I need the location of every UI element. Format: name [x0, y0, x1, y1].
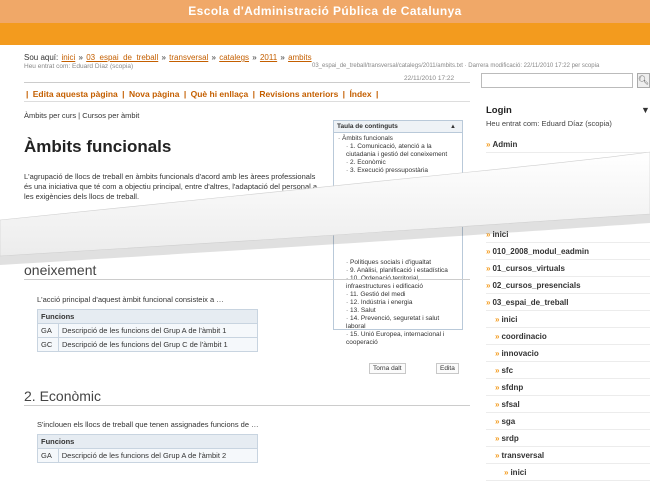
sidebar-item[interactable]: » sfc: [486, 362, 650, 379]
table-cell-code: GA: [38, 449, 59, 463]
revisions-link[interactable]: Revisions anteriors: [259, 89, 339, 99]
divider: [24, 82, 470, 83]
sidebar-item[interactable]: » coordinacio: [486, 328, 650, 345]
toc-item[interactable]: · 12. Indústria i energia: [346, 299, 413, 306]
sidebar-item[interactable]: » inici: [486, 226, 650, 243]
sidebar-item[interactable]: » transversal: [486, 447, 650, 464]
functions-table: [37, 434, 258, 463]
chevron-right-icon: »: [504, 467, 509, 477]
toc-header[interactable]: [334, 121, 462, 133]
table-cell-code: GC: [38, 338, 59, 352]
chevron-right-icon: »: [495, 416, 500, 426]
table-header: Funcions: [38, 310, 258, 324]
sidebar-item-admin[interactable]: » Admin: [486, 136, 650, 153]
section-2-text: S'inclouen els llocs de treball que tenen assignades funcions de …: [37, 420, 259, 429]
sidebar-item[interactable]: » inici: [486, 464, 650, 481]
breadcrumb-item[interactable]: inici: [61, 53, 76, 62]
search-button[interactable]: [637, 73, 650, 88]
page-path-info: 03_espai_de_treball/transversal/catalegs/2011/ambits.txt · Darrera modificació: 22/11/2010 17:22 per scopia: [312, 63, 600, 69]
edit-section-button[interactable]: Edita: [436, 363, 459, 374]
section-2-title: 2. Econòmic: [24, 388, 102, 404]
intro-text: L'agrupació de llocs de treball en àmbits funcionals d'acord amb les àrees professionals és una iniciativa que té com a objectiu principal, entre d'altres, l'adaptació del personal a les exigències dels llocs de treball.: [24, 172, 318, 201]
table-cell-code: GA: [38, 324, 59, 338]
new-page-link[interactable]: Nova pàgina: [128, 89, 180, 99]
sidebar-item[interactable]: » 01_cursos_virtuals: [486, 260, 650, 277]
chevron-right-icon: »: [486, 139, 491, 149]
toc-item[interactable]: · 13. Salut: [346, 307, 376, 314]
index-link[interactable]: Índex: [349, 89, 372, 99]
sidebar-item[interactable]: » sfdnp: [486, 379, 650, 396]
toc-list-bottom: [334, 257, 462, 349]
functions-table: [37, 309, 258, 352]
collapse-icon[interactable]: ▲: [450, 124, 456, 130]
toc-item[interactable]: · 1. Comunicació, atenció a la ciutadania i gestió del coneixement: [346, 143, 448, 158]
breadcrumb-item[interactable]: 2011: [259, 53, 278, 62]
toc-item[interactable]: · 15. Unió Europea, internacional i cooperació: [346, 331, 445, 346]
section-1-text: L'acció principal d'aquest àmbit funcional consisteix a …: [37, 295, 224, 304]
chevron-right-icon: »: [495, 399, 500, 409]
page-title: Àmbits funcionals: [24, 137, 172, 156]
chevron-right-icon: »: [495, 314, 500, 324]
divider: [24, 405, 470, 406]
divider: [24, 101, 470, 102]
sidebar-item[interactable]: » srdp: [486, 430, 650, 447]
edit-page-link[interactable]: Edita aquesta pàgina: [32, 89, 118, 99]
toc-item[interactable]: · 14. Prevenció, seguretat i salut laboral: [346, 315, 440, 330]
breadcrumb-item[interactable]: catalegs: [219, 53, 250, 62]
login-user: Heu entrat com: Eduard Díaz (scopia): [486, 119, 612, 128]
toc-item[interactable]: · 10. Ordenació territorial, infraestructures i edificació: [346, 275, 423, 290]
torn-paper-overlay: [0, 150, 650, 270]
divider: [24, 279, 470, 280]
table-cell-desc: Descripció de les funcions del Grup A de l'àmbit 1: [59, 324, 258, 338]
breadcrumb-sep: »: [280, 53, 285, 62]
site-header: [0, 0, 650, 23]
entered-as: Heu entrat com: Eduard Díaz (scopia): [24, 63, 134, 70]
table-cell-desc: Descripció de les funcions del Grup C de l'àmbit 1: [59, 338, 258, 352]
chevron-right-icon: »: [486, 263, 491, 273]
chevron-right-icon: »: [495, 348, 500, 358]
sidebar-item[interactable]: » innovacio: [486, 345, 650, 362]
chevron-right-icon: »: [486, 280, 491, 290]
sub-navigation[interactable]: Àmbits per curs | Cursos per àmbit: [24, 111, 140, 120]
breadcrumb-prefix: Sou aquí:: [24, 53, 59, 62]
breadcrumb-item[interactable]: transversal: [169, 53, 209, 62]
chevron-right-icon: »: [486, 229, 491, 239]
table-cell-desc: Descripció de les funcions del Grup A de l'àmbit 2: [58, 449, 257, 463]
search-icon: 🔍︎: [637, 75, 650, 85]
login-title: Login: [486, 105, 512, 116]
sidebar-item[interactable]: » 02_cursos_presencials: [486, 277, 650, 294]
breadcrumb-sep: »: [78, 53, 83, 62]
table-row: [38, 338, 258, 352]
header-band: [0, 23, 650, 45]
chevron-right-icon: »: [495, 331, 500, 341]
breadcrumb-sep: »: [161, 53, 166, 62]
chevron-right-icon: »: [495, 433, 500, 443]
sidebar-item[interactable]: » 03_espai_de_treball: [486, 294, 650, 311]
chevron-right-icon: »: [495, 450, 500, 460]
section-1-title: oneixement: [24, 262, 97, 278]
page-actions: | Edita aquesta pàgina | Nova pàgina | Què hi enllaça | Revisions anteriors | Índex |: [26, 89, 379, 99]
chevron-down-icon[interactable]: ▼: [641, 105, 650, 115]
breadcrumb-item[interactable]: 03_espai_de_treball: [86, 53, 159, 62]
backlinks-link[interactable]: Què hi enllaça: [190, 89, 249, 99]
table-row: [38, 449, 258, 463]
toc-item[interactable]: · 9. Anàlisi, planificació i estadística: [346, 267, 448, 274]
chevron-right-icon: »: [486, 297, 491, 307]
table-row: [38, 324, 258, 338]
breadcrumb: [24, 53, 313, 62]
sidebar-item[interactable]: » sfsal: [486, 396, 650, 413]
chevron-right-icon: »: [495, 365, 500, 375]
toc-item[interactable]: · Àmbits funcionals: [338, 135, 393, 142]
toc-item[interactable]: · 11. Gestió del medi: [346, 291, 406, 298]
chevron-right-icon: »: [495, 382, 500, 392]
back-to-top-button[interactable]: Torna dalt: [369, 363, 406, 374]
search-input[interactable]: [481, 73, 633, 88]
toc-item[interactable]: · Polítiques socials i d'igualtat: [346, 259, 432, 266]
chevron-right-icon: »: [486, 246, 491, 256]
page-date: 22/11/2010 17:22: [404, 75, 455, 82]
toc-item[interactable]: · 2. Econòmic: [346, 159, 386, 166]
breadcrumb-sep: »: [252, 53, 257, 62]
site-title[interactable]: Escola d'Administració Pública de Catalunya: [188, 4, 462, 18]
toc-title: Taula de continguts: [337, 123, 398, 130]
breadcrumb-item[interactable]: ambits: [288, 53, 312, 62]
sidebar-item[interactable]: » 010_2008_modul_eadmin: [486, 243, 650, 260]
sidebar-item[interactable]: » sga: [486, 413, 650, 430]
breadcrumb-sep: »: [211, 53, 216, 62]
table-header: Funcions: [38, 435, 258, 449]
sidebar-item[interactable]: » inici: [486, 311, 650, 328]
toc-item[interactable]: · 3. Execució pressupostària: [346, 167, 429, 174]
